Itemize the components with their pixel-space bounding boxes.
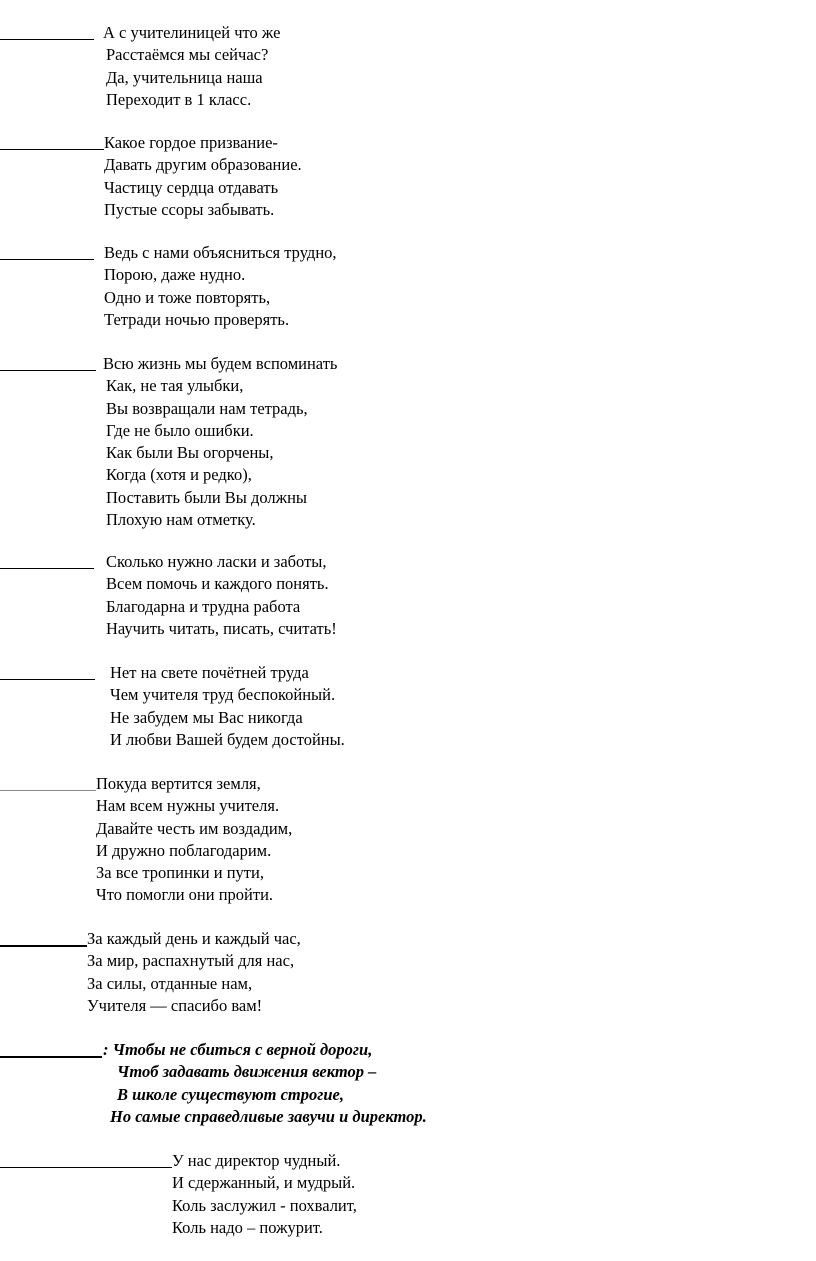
poem-line: За мир, распахнутый для нас, [87, 951, 295, 971]
poem-line: Сколько нужно ласки и заботы, [106, 552, 327, 571]
poem-line: Одно и тоже повторять, [104, 287, 271, 307]
stanza-2 [0, 132, 302, 221]
poem-line: Какое гордое призвание- [104, 133, 278, 152]
poem-line: Всю жизнь мы будем вспоминать [103, 354, 338, 373]
poem-line: : Чтобы не сбиться с верной дороги, [103, 1040, 373, 1059]
poem-line: Коль заслужил - похвалит, [172, 1195, 357, 1215]
poem-line: Чтоб задавать движения вектор – [117, 1062, 377, 1082]
poem-line: Пустые ссоры забывать. [104, 199, 275, 219]
poem-line: Частицу сердца отдавать [104, 177, 279, 197]
stanza-9 [0, 1039, 427, 1128]
stanza-1 [0, 22, 280, 111]
stanza-4 [0, 353, 337, 531]
poem-line: Нам всем нужны учителя. [96, 796, 280, 816]
poem-line: Да, учительница наша [106, 67, 263, 87]
poem-line: Благодарна и трудна работа [106, 596, 301, 616]
poem-line: Коль надо – пожурит. [172, 1217, 323, 1237]
poem-line: Переходит в 1 класс. [106, 89, 252, 109]
stanza-8 [0, 928, 301, 1017]
poem-line: Не забудем мы Вас никогда [110, 707, 303, 727]
stanza-5 [0, 551, 337, 640]
poem-line: Когда (хотя и редко), [106, 465, 252, 485]
poem-line: И дружно поблагодарим. [96, 840, 272, 860]
poem-line: Поставить были Вы должны [106, 487, 307, 507]
poem-line: У нас директор чудный. [172, 1151, 341, 1170]
poem-line: Всем помочь и каждого понять. [106, 574, 329, 594]
stanza-6 [0, 662, 345, 751]
poem-line: Давайте честь им воздадим, [96, 818, 293, 838]
poem-line: Ведь с нами объясниться трудно, [104, 243, 337, 262]
poem-line: За все тропинки и пути, [96, 863, 264, 883]
poem-line: Что помогли они пройти. [96, 885, 274, 905]
stanza-3 [0, 242, 337, 331]
poem-line: Где не было ошибки. [106, 420, 254, 440]
poem-line: И любви Вашей будем достойны. [110, 729, 345, 749]
poem-line: Тетради ночью проверять. [104, 309, 290, 329]
poem-line: Учителя — спасибо вам! [87, 995, 263, 1015]
poem-line: Покуда вертится земля, [96, 774, 261, 793]
poem-line: Расстаёмся мы сейчас? [106, 45, 269, 65]
poem-line: За каждый день и каждый час, [87, 929, 301, 948]
poem-line: Нет на свете почётней труда [110, 663, 309, 682]
poem-line: И сдержанный, и мудрый. [172, 1173, 356, 1193]
poem-line: Давать другим образование. [104, 155, 302, 175]
poem-line: Плохую нам отметку. [106, 510, 256, 530]
poem-line: В школе существуют строгие, [117, 1084, 344, 1104]
poem-line: Чем учителя труд беспокойный. [110, 685, 336, 705]
stanza-7 [0, 773, 292, 907]
poem-line: Научить читать, писать, считать! [106, 618, 337, 638]
poem-line: Порою, даже нудно. [104, 265, 246, 285]
poem-line: Но самые справедливые завучи и директор. [110, 1106, 427, 1126]
poem-line: За силы, отданные нам, [87, 973, 253, 993]
stanza-10 [0, 1150, 357, 1239]
poem-line: А с учителиницей что же [103, 23, 281, 42]
poem-line: Как были Вы огорчены, [106, 443, 274, 463]
poem-line: Как, не тая улыбки, [106, 376, 244, 396]
poem-line: Вы возвращали нам тетрадь, [106, 398, 308, 418]
